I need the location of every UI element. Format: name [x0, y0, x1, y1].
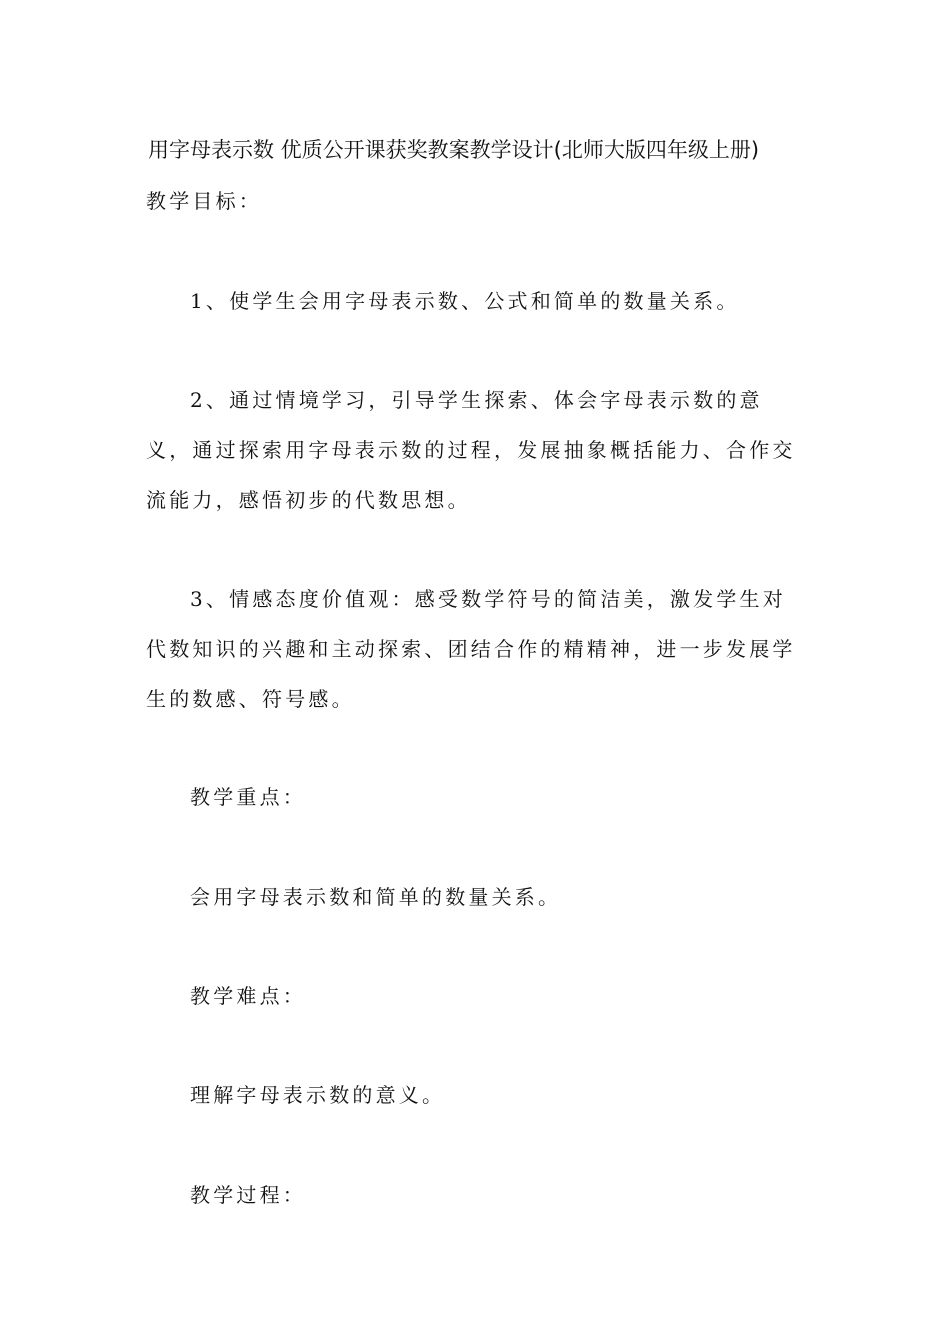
difficulty-text: 理解字母表示数的意义。: [190, 1083, 446, 1107]
objective-1: 1、使学生会用字母表示数、公式和简单的数量关系。: [190, 289, 740, 313]
objectives-heading: 教学目标：: [146, 189, 262, 213]
objective-2: 2、通过情境学习，引导学生探索、体会字母表示数的意义，通过探索用字母表示数的过程，发展抽象概括能力、合作交流能力，感悟初步的代数思想。: [146, 388, 796, 512]
difficulty-heading: 教学难点：: [190, 984, 306, 1008]
objective-3: 3、情感态度价值观：感受数学符号的简洁美，激发学生对代数知识的兴趣和主动探索、团结合作的精精神，进一步发展学生的数感、符号感。: [146, 587, 796, 711]
document-title: 用字母表示数 优质公开课获奖教案教学设计(北师大版四年级上册): [148, 138, 760, 162]
key-points-text: 会用字母表示数和简单的数量关系。: [190, 885, 562, 909]
key-points-heading: 教学重点：: [190, 785, 306, 809]
process-heading: 教学过程：: [190, 1183, 306, 1207]
